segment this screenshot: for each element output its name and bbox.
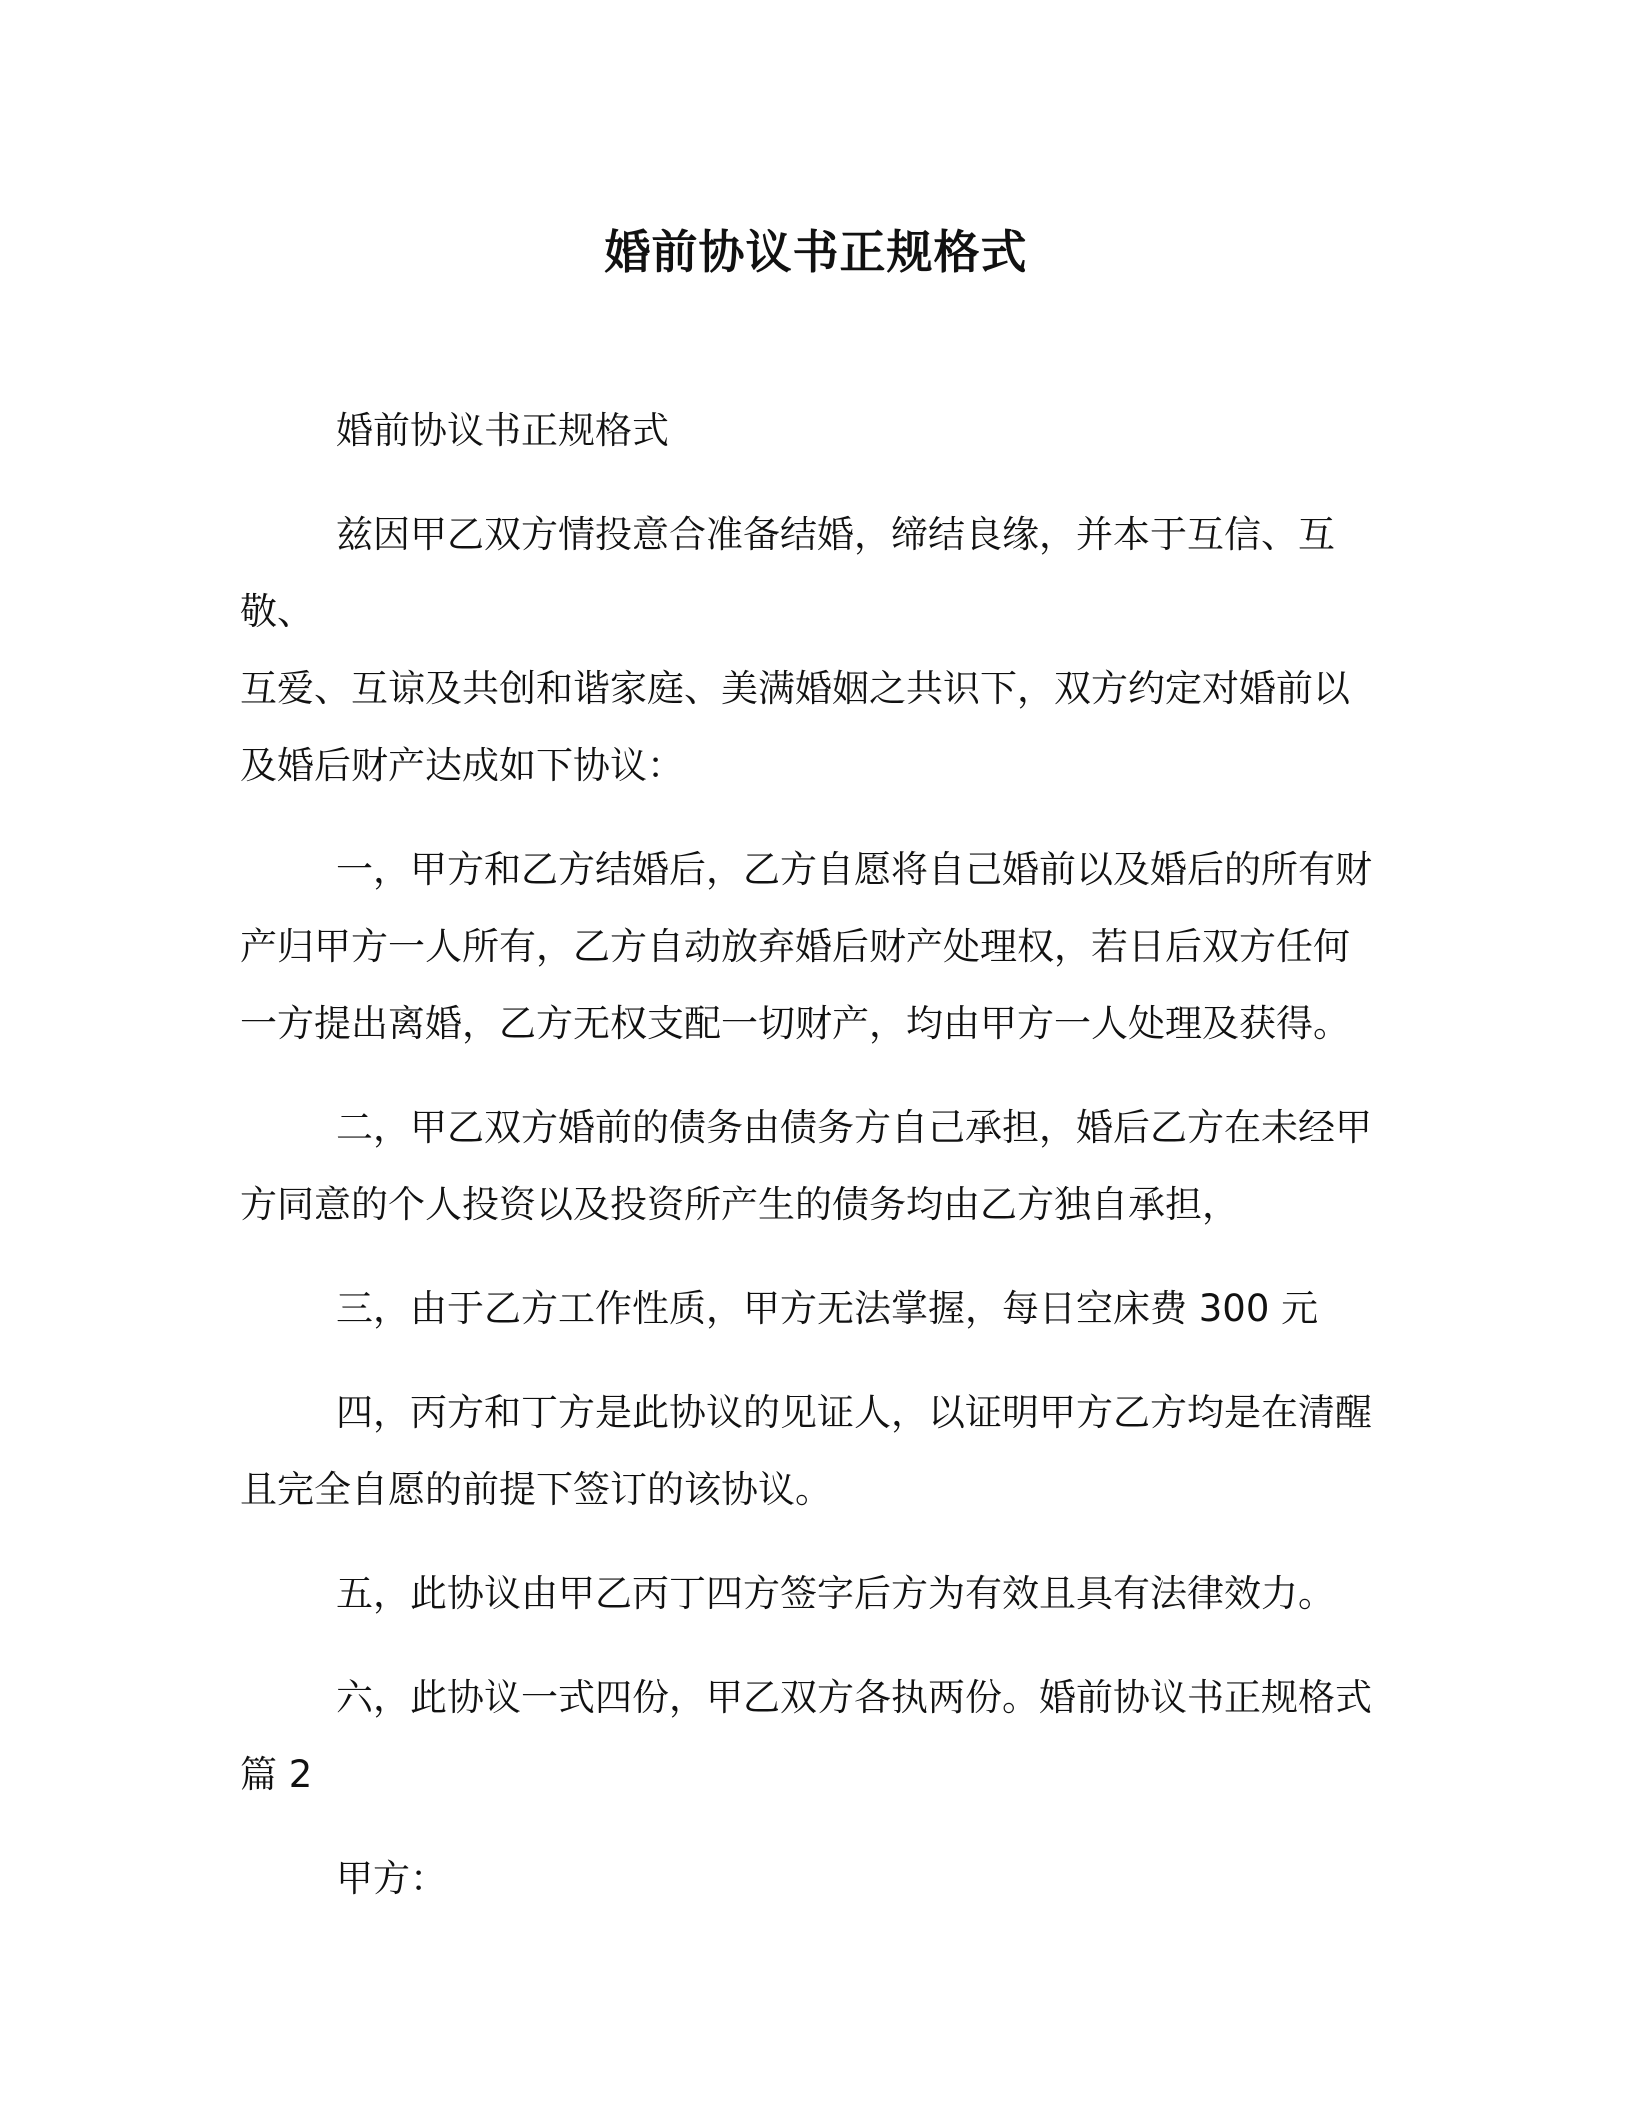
paragraph-heading: 婚前协议书正规格式 (336, 409, 669, 452)
paragraph-clause-4: 四，丙方和丁方是此协议的见证人，以证明甲方乙方均是在清醒 且完全自愿的前提下签订的该协议。 (240, 1391, 1372, 1511)
paragraph-clause-1: 一，甲方和乙方结婚后，乙方自愿将自己婚前以及婚后的所有财 产归甲方一人所有，乙方自动放弃婚后财产处理权，若日后双方任何 一方提出离婚，乙方无权支配一切财产，均由甲方一人处理及获得。 (240, 848, 1372, 1045)
document-body (240, 392, 1390, 1944)
paragraph-clause-3: 三，由于乙方工作性质，甲方无法掌握，每日空床费 300 元 (336, 1287, 1319, 1330)
document-title: 婚前协议书正规格式 (604, 225, 1028, 279)
paragraph-clause-5: 五，此协议由甲乙丙丁四方签字后方为有效且具有法律效力。 (336, 1572, 1335, 1615)
paragraph-clause-6: 六，此协议一式四份，甲乙双方各执两份。婚前协议书正规格式 篇 2 (240, 1676, 1372, 1796)
paragraph-preamble: 兹因甲乙双方情投意合准备结婚，缔结良缘，并本于互信、互敬、 互爱、互谅及共创和谐家庭、美满婚姻之共识下，双方约定对婚前以 及婚后财产达成如下协议： (240, 513, 1350, 787)
party-a-label: 甲方： (336, 1857, 447, 1900)
paragraph-clause-2: 二，甲乙双方婚前的债务由债务方自己承担，婚后乙方在未经甲 方同意的个人投资以及投资所产生的债务均由乙方独自承担， (240, 1106, 1372, 1226)
